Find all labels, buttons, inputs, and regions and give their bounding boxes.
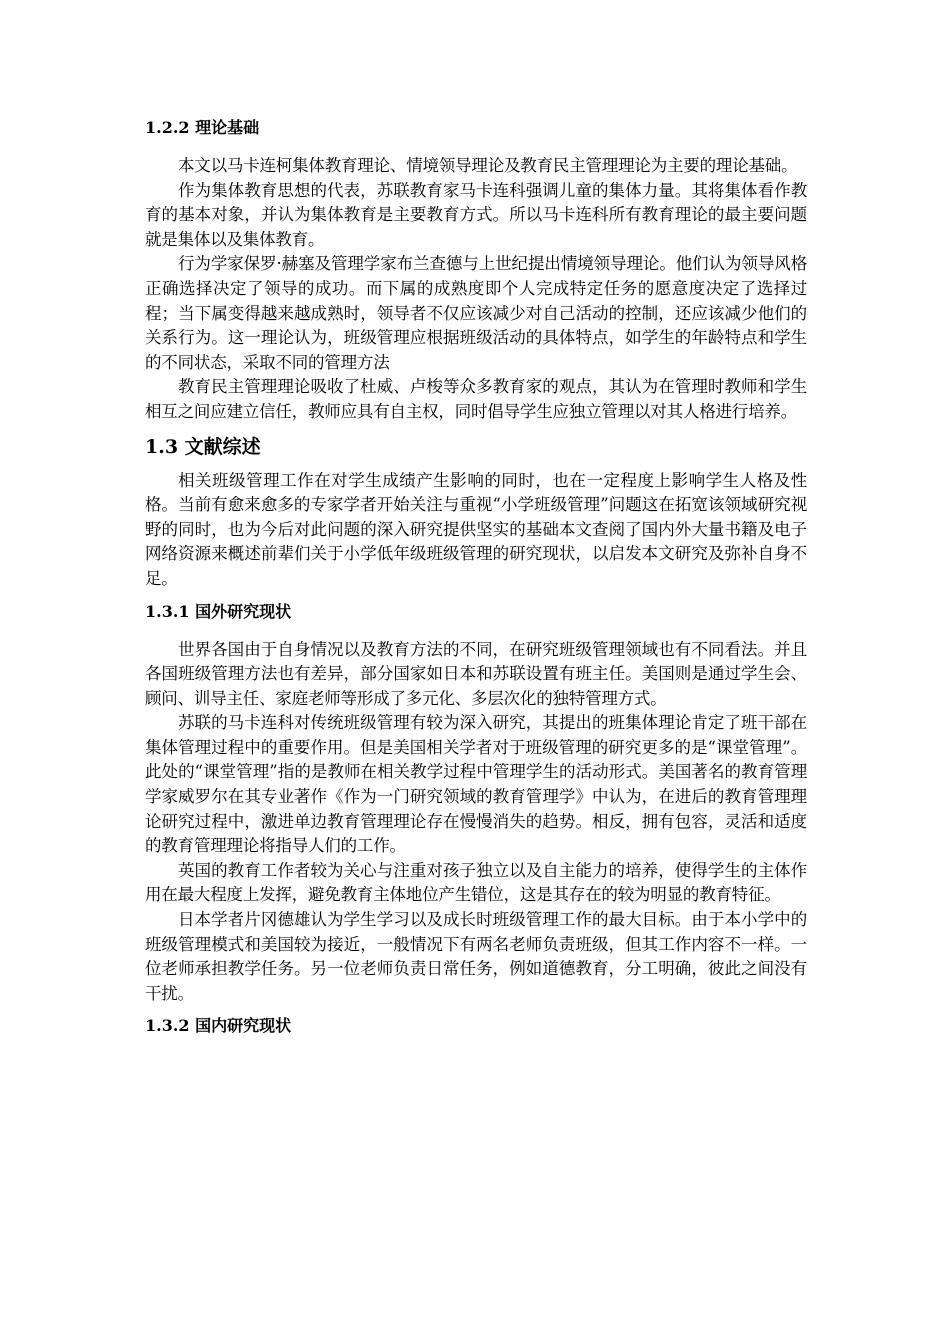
paragraph: 教育民主管理理论吸收了杜威、卢梭等众多教育家的观点，其认为在管理时教师和学生相互之间应建立信任，教师应具有自主权，同时倡导学生应独立管理以对其人格进行培养。: [145, 377, 807, 421]
section-heading-1-3-2: 1.3.2 国内研究现状: [145, 1016, 292, 1036]
paragraph: 作为集体教育思想的代表，苏联教育家马卡连科强调儿童的集体力量。其将集体看作教育的基本对象，并认为集体教育是主要教育方式。所以马卡连科所有教育理论的最主要问题就是集体以及集体教育。: [145, 180, 807, 249]
section-heading-1-3-1: 1.3.1 国外研究现状: [145, 601, 292, 621]
paragraph: 行为学家保罗·赫塞及管理学家布兰查德与上世纪提出情境领导理论。他们认为领导风格正确选择决定了领导的成功。而下属的成熟度即个人完成特定任务的愿意度决定了选择过程；当下属变得越来越成熟时，领导者不仅应该减少对自己活动的控制，还应该减少他们的关系行为。这一理论认为，班级管理应根据班级活动的具体特点，如学生的年龄特点和学生的不同状态，采取不同的管理方法: [145, 254, 807, 372]
paragraph: 世界各国由于自身情况以及教育方法的不同，在研究班级管理领域也有不同看法。并且各国班级管理方法也有差异，部分国家如日本和苏联设置有班主任。美国则是通过学生会、顾问、训导主任、家庭老师等形成了多元化、多层次化的独特管理方式。: [145, 639, 807, 708]
paragraph: 苏联的马卡连科对传统班级管理有较为深入研究，其提出的班集体理论肯定了班干部在集体管理过程中的重要作用。但是美国相关学者对于班级管理的研究更多的是“课堂管理”。此处的“课堂管理”指的是教师在相关教学过程中管理学生的活动形式。美国著名的教育管理学家威罗尔在其专业著作《作为一门研究领域的教育管理学》中认为，在进后的教育管理理论研究过程中，激进单边教育管理理论存在慢慢消失的趋势。相反，拥有包容，灵活和适度的教育管理理论将指导人们的工作。: [145, 713, 807, 856]
paragraph: 本文以马卡连柯集体教育理论、情境领导理论及教育民主管理理论为主要的理论基础。: [178, 156, 798, 175]
section-heading-1-3: 1.3 文献综述: [145, 435, 261, 458]
document-page: [145, 118, 807, 1052]
paragraph: 相关班级管理工作在对学生成绩产生影响的同时，也在一定程度上影响学生人格及性格。当前有愈来愈多的专家学者开始关注与重视“小学班级管理”问题这在拓宽该领域研究视野的同时，也为今后对此问题的深入研究提供坚实的基础本文查阅了国内外大量书籍及电子网络资源来概述前辈们关于小学低年级班级管理的研究现状，以启发本文研究及弥补自身不足。: [145, 470, 807, 588]
paragraph: 英国的教育工作者较为关心与注重对孩子独立以及自主能力的培养，使得学生的主体作用在最大程度上发挥，避免教育主体地位产生错位，这是其存在的较为明显的教育特征。: [145, 860, 807, 905]
paragraph: 日本学者片冈德雄认为学生学习以及成长时班级管理工作的最大目标。由于本小学中的班级管理模式和美国较为接近，一般情况下有两名老师负责班级，但其工作内容不一样。一位老师承担教学任务。另一位老师负责日常任务，例如道德教育，分工明确，彼此之间没有干扰。: [145, 910, 807, 1003]
section-heading-1-2-2: 1.2.2 理论基础: [145, 118, 260, 137]
